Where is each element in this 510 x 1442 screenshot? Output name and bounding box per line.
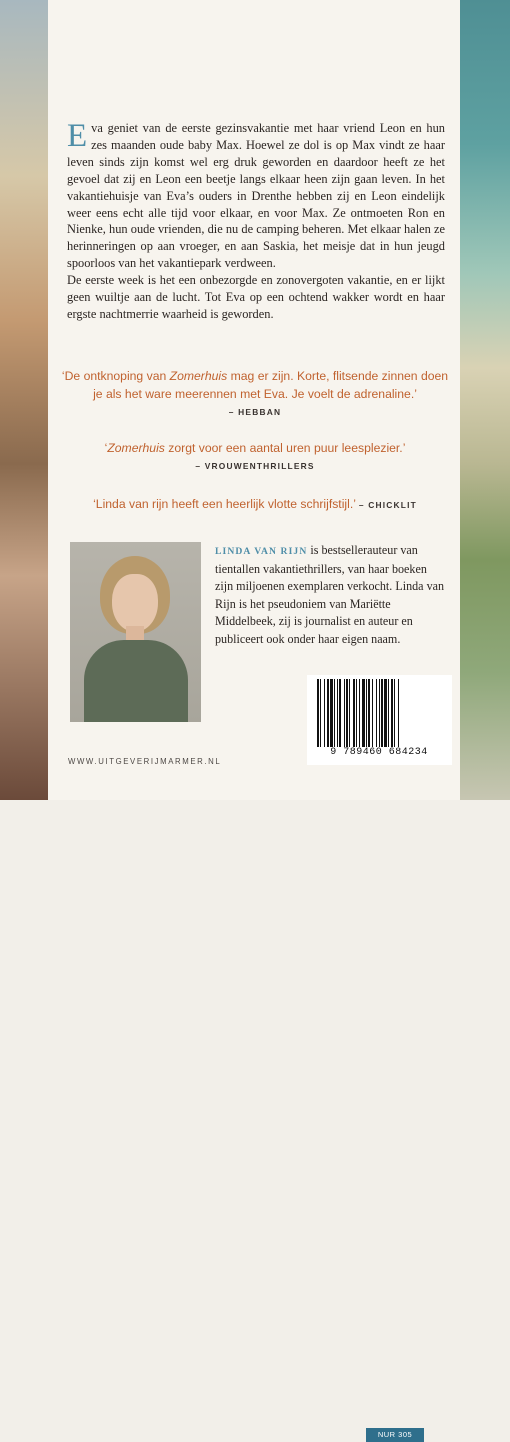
review-quote-vrouwenthrillers (60, 439, 450, 475)
cover-photo-right-edge (458, 0, 510, 800)
dropcap: E (67, 118, 88, 154)
barcode-bars (317, 679, 442, 747)
author-bio (215, 542, 447, 649)
quote-text: ‘Linda van rijn heeft een heerlijk vlotte schrijfstijl.’ (93, 497, 356, 511)
author-photo (70, 542, 201, 722)
isbn-number: 9 789460 684234 (330, 747, 428, 758)
quote-source: – HEBBAN (228, 407, 282, 417)
publisher-website: WWW.UITGEVERIJMARMER.NL (68, 757, 222, 766)
quote-text: ‘De ontknoping van Zomerhuis mag er zijn. Korte, flitsende zinnen doen je als het ware meerennen met Eva. Je voelt de adrenaline.’ (61, 369, 449, 401)
quote-source: – VROUWENTHRILLERS (195, 461, 315, 471)
blurb-paragraph-2: De eerste week is het een onbezorgde en zonovergoten vakantie, en er lijkt geen wuiltje aan de lucht. Tot Eva op een ochtend wakker wordt en haar ergste nachtmerrie waarheid is geworden. (67, 273, 445, 321)
quote-title-italic: Zomerhuis (169, 369, 228, 383)
author-bio-text: is bestsellerauteur van tientallen vakantiethrillers, van haar boeken zijn miljoenen exemplaren verkocht. Linda van Rijn is het pseudoniem van Mariëtte Middelbeek, zij is journalist en auteur en publiceert ook onder haar eigen naam. (215, 543, 445, 646)
review-quote-hebban (60, 367, 450, 421)
isbn-barcode (307, 675, 452, 1439)
quote-source: – CHICKLIT (358, 500, 417, 510)
blurb-paragraph-1: va geniet van de eerste gezinsvakantie met haar vriend Leon en hun zes maanden oude baby Max. Hoewel ze dol is op Max vindt ze haar leven sinds zijn komst wel erg druk geworden en daardoor heeft ze het gevoel dat zij en Leon een beetje langs elkaar heen zijn gaan leven. In het vakantiehuisje van Eva’s ouders in Drenthe hebben zij en Leon eindelijk weer eens echt alle tijd voor elkaar, en voor Max. Ze ontmoeten Ron en Nienke, hun oude vrienden, die nu de camping beheren. Met elkaar halen ze herinneringen op aan vroeger, en aan Saskia, het meisje dat in hun jeugd spoorloos van het vakantiepark verdween. (67, 121, 445, 271)
nur-code: NUR 305 (366, 1428, 424, 1442)
review-quote-chicklit (60, 495, 450, 514)
quote-text: ‘Zomerhuis zorgt voor een aantal uren puur leesplezier.’ (104, 441, 406, 455)
author-name: LINDA VAN RIJN (215, 546, 308, 557)
quote-title-italic: Zomerhuis (107, 441, 165, 455)
blurb-text (67, 120, 445, 323)
